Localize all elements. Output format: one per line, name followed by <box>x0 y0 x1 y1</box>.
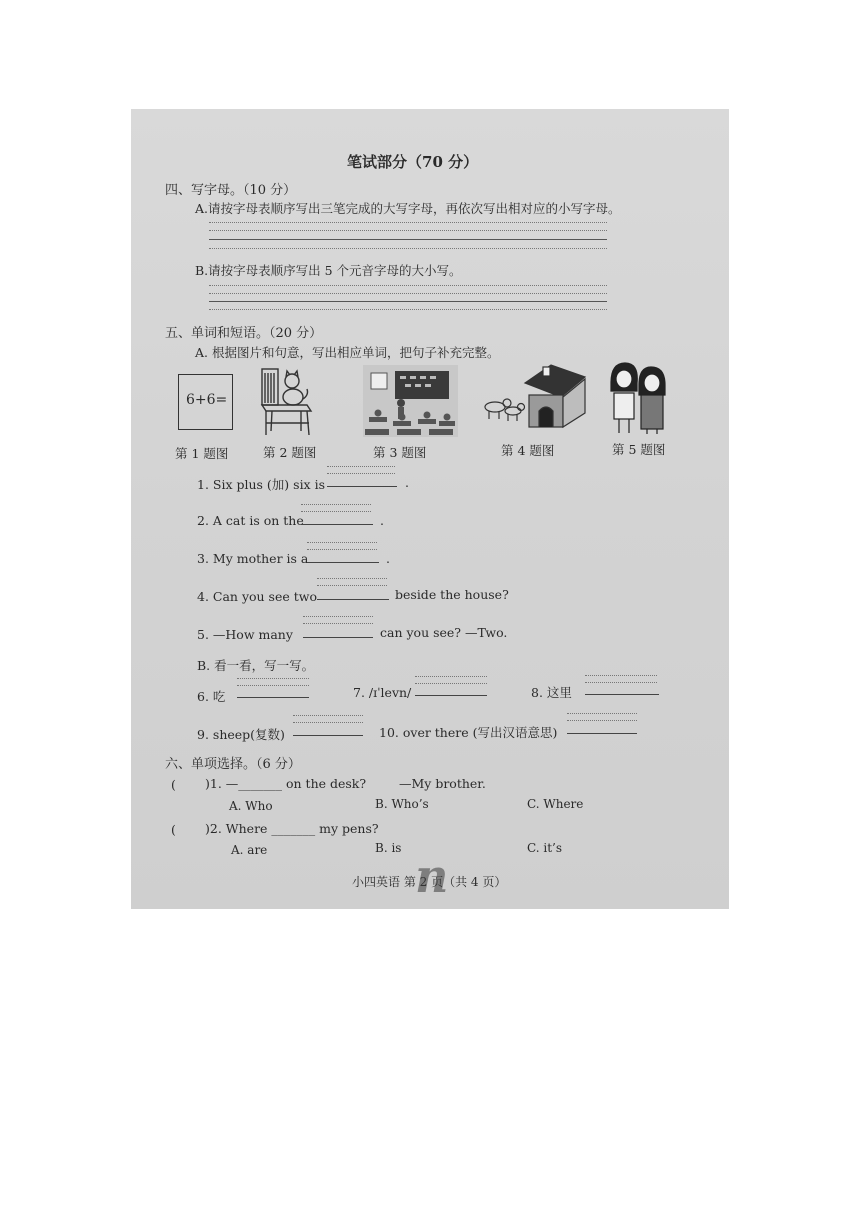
answer-guide-line <box>303 616 373 617</box>
answer-guide-line <box>307 549 377 550</box>
answer-guide-line <box>415 683 487 684</box>
answer-guide-line <box>415 676 487 677</box>
answer-guide-line <box>327 466 395 467</box>
answer-guide-line <box>567 720 637 721</box>
answer-guide-line <box>301 511 371 512</box>
section-5a-instruction: A. 根据图片和句意，写出相应单词，把句子补充完整。 <box>195 345 500 360</box>
question-2-text: 2. A cat is on the <box>197 513 304 528</box>
choice-question-1-answer: —My brother. <box>399 776 486 791</box>
question-3-text: 3. My mother is a <box>197 551 309 566</box>
answer-guide-line <box>585 682 657 683</box>
math-problem-picture <box>178 374 233 430</box>
choice-1-option-c[interactable]: C. Where <box>527 797 584 811</box>
section-4a-instruction: A.请按字母表顺序写出三笔完成的大写字母，再依次写出相对应的小写字母。 <box>195 201 621 216</box>
question-2-answer-blank[interactable] <box>301 524 373 525</box>
writing-base-line <box>209 301 607 302</box>
answer-guide-line <box>293 715 363 716</box>
writing-base-line <box>209 239 607 240</box>
dogs-and-house-picture <box>481 361 591 431</box>
answer-guide-line <box>327 473 395 474</box>
question-2-period: . <box>380 513 384 528</box>
watermark-logo: n <box>415 849 449 903</box>
answer-guide-line <box>237 678 309 679</box>
answer-guide-line <box>567 713 637 714</box>
answer-guide-line <box>585 675 657 676</box>
writing-guide-line <box>209 230 607 231</box>
answer-guide-line <box>317 578 387 579</box>
question-4-end: beside the house? <box>395 587 509 602</box>
picture-2-caption: 第 2 题图 <box>263 445 317 460</box>
section-5-heading: 五、单词和短语。（20 分） <box>165 326 323 341</box>
choice-1-option-b[interactable]: B. Who’s <box>375 797 429 811</box>
answer-guide-line <box>317 585 387 586</box>
question-1-answer-blank[interactable] <box>327 486 397 487</box>
question-5-text: 5. —How many <box>197 627 293 642</box>
section-6-heading: 六、单项选择。（6 分） <box>165 757 301 772</box>
picture-1-caption: 第 1 题图 <box>175 446 229 461</box>
question-6-answer-blank[interactable] <box>237 697 309 698</box>
question-6-text: 6. 吃 <box>197 689 226 704</box>
question-8-text: 8. 这里 <box>531 685 572 700</box>
picture-3-caption: 第 3 题图 <box>373 445 427 460</box>
answer-guide-line <box>293 722 363 723</box>
question-10-answer-blank[interactable] <box>567 733 637 734</box>
question-3-period: . <box>386 551 390 566</box>
choice-2-paren: ( <box>171 822 176 837</box>
writing-guide-line <box>209 222 607 223</box>
question-10-text: 10. over there (写出汉语意思) <box>379 725 558 740</box>
question-1-period: . <box>405 475 409 490</box>
question-9-answer-blank[interactable] <box>293 735 363 736</box>
answer-guide-line <box>303 623 373 624</box>
page-footer: 小四英语 第 2 页（共 4 页） <box>352 875 507 889</box>
question-9-text: 9. sheep(复数) <box>197 727 285 742</box>
answer-guide-line <box>237 685 309 686</box>
choice-1-option-a[interactable]: A. Who <box>229 799 273 813</box>
choice-question-2: )2. Where _______ my pens? <box>205 821 379 836</box>
writing-guide-line <box>209 285 607 286</box>
question-7-answer-blank[interactable] <box>415 695 487 696</box>
question-1-text: 1. Six plus (加) six is <box>197 477 325 492</box>
section-4-heading: 四、写字母。（10 分） <box>165 183 297 198</box>
choice-2-option-b[interactable]: B. is <box>375 841 402 855</box>
question-4-answer-blank[interactable] <box>317 599 389 600</box>
chair-with-cat-picture <box>257 365 315 437</box>
math-expression: 6+6= <box>186 392 228 408</box>
writing-guide-line <box>209 293 607 294</box>
question-3-answer-blank[interactable] <box>307 562 379 563</box>
writing-guide-line <box>209 309 607 310</box>
section-5b-instruction: B. 看一看，写一写。 <box>197 658 315 673</box>
choice-1-paren: ( <box>171 777 176 792</box>
question-8-answer-blank[interactable] <box>585 694 659 695</box>
exam-page <box>131 109 729 909</box>
choice-question-1: )1. —_______ on the desk? <box>205 776 367 791</box>
question-5-end: can you see? —Two. <box>380 625 508 640</box>
question-7-text: 7. /ɪˈlevn/ <box>353 685 412 700</box>
question-4-text: 4. Can you see two <box>197 589 317 604</box>
choice-2-option-c[interactable]: C. it’s <box>527 841 563 855</box>
two-women-picture <box>607 361 669 435</box>
question-5-answer-blank[interactable] <box>303 637 373 638</box>
section-4b-instruction: B.请按字母表顺序写出 5 个元音字母的大小写。 <box>195 263 462 278</box>
picture-4-caption: 第 4 题图 <box>501 443 555 458</box>
page-title: 笔试部分（70 分） <box>347 153 479 171</box>
picture-5-caption: 第 5 题图 <box>612 442 666 457</box>
classroom-picture <box>363 365 458 437</box>
answer-guide-line <box>307 542 377 543</box>
choice-2-option-a[interactable]: A. are <box>231 843 268 857</box>
writing-guide-line <box>209 248 607 249</box>
answer-guide-line <box>301 504 371 505</box>
